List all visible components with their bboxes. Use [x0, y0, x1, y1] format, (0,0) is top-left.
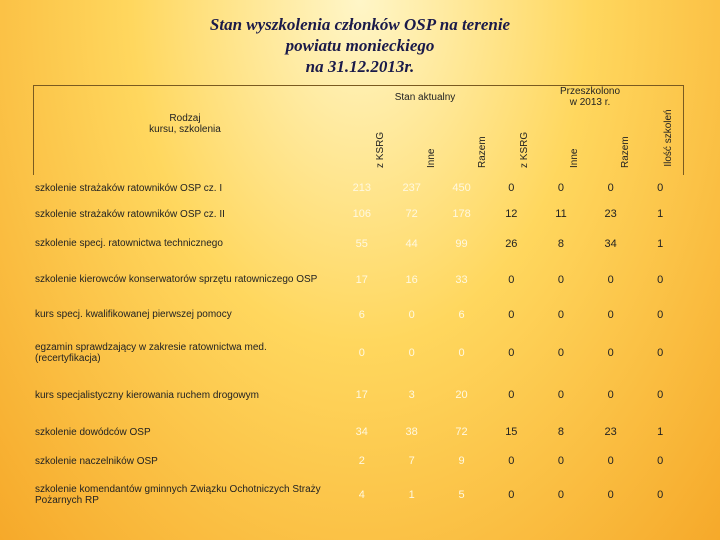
cell-value: 6 — [358, 308, 365, 321]
table-row — [35, 473, 685, 517]
cell-value: 0 — [607, 346, 614, 359]
training-table — [35, 175, 685, 517]
header-left-border — [33, 85, 34, 175]
table-row — [35, 415, 685, 449]
cell-value: 0 — [657, 346, 664, 359]
table-row — [35, 449, 685, 473]
cell-value: 38 — [405, 426, 418, 438]
col-header-ksrg-2013: z KSRG — [519, 131, 530, 168]
cell-value: 0 — [557, 346, 565, 359]
title-line-1: Stan wyszkolenia członków OSP na terenie — [209, 15, 511, 34]
row-label: egzamin sprawdzający w zakresie ratownictwa med. (recertyfikacja) — [35, 341, 267, 364]
cell-value: 0 — [607, 273, 614, 286]
cell-value: 178 — [452, 208, 471, 220]
table-row — [35, 375, 685, 415]
cell-value: 0 — [607, 308, 614, 321]
table-row — [35, 260, 685, 299]
cell-value: 9 — [458, 455, 465, 467]
row-label: szkolenie kierowców konserwatorów sprzętu ratowniczego OSP — [35, 274, 318, 285]
col-header-ksrg: z KSRG — [375, 131, 386, 168]
cell-value: 3 — [408, 389, 415, 401]
table-row — [35, 299, 685, 330]
cell-value: 34 — [355, 426, 368, 438]
table-row — [35, 330, 685, 375]
cell-value: 7 — [408, 455, 415, 467]
header-right-border — [683, 85, 684, 175]
cell-value: 44 — [405, 237, 418, 250]
cell-value: 237 — [402, 182, 421, 194]
table-row — [35, 227, 685, 260]
cell-value: 0 — [657, 308, 664, 321]
cell-value: 0 — [657, 389, 664, 401]
row-label: szkolenie naczelników OSP — [35, 455, 158, 467]
cell-value: 1 — [657, 426, 664, 438]
cell-value: 99 — [455, 237, 468, 250]
cell-value: 1 — [657, 237, 664, 250]
cell-value: 0 — [358, 346, 365, 359]
col-header-razem: Razem — [477, 136, 488, 168]
cell-value: 0 — [557, 308, 565, 321]
row-label: szkolenie specj. ratownictwa technicznego — [35, 238, 223, 249]
cell-value: 0 — [508, 273, 515, 286]
cell-value: 26 — [505, 237, 518, 250]
col-header-inne: Inne — [426, 148, 437, 168]
cell-value: 0 — [607, 455, 614, 467]
cell-value: 34 — [604, 237, 617, 250]
cell-value: 17 — [355, 389, 368, 401]
row-label: szkolenie strażaków ratowników OSP cz. I — [35, 182, 223, 194]
cell-value: 23 — [604, 208, 617, 220]
cell-value: 0 — [657, 273, 664, 286]
cell-value: 0 — [607, 389, 614, 401]
cell-value: 0 — [607, 182, 614, 194]
row-label: kurs specj. kwalifikowanej pierwszej pomocy — [35, 309, 232, 320]
cell-value: 23 — [604, 426, 617, 438]
cell-value: 0 — [408, 308, 415, 321]
cell-value: 0 — [508, 308, 515, 321]
cell-value: 0 — [408, 346, 415, 359]
cell-value: 0 — [557, 455, 565, 467]
cell-value: 17 — [355, 273, 368, 286]
cell-value: 0 — [508, 182, 515, 194]
kind-header: Rodzaj kursu, szkolenia — [149, 113, 221, 135]
cell-value: 16 — [405, 273, 418, 286]
cell-value: 0 — [557, 273, 565, 286]
cell-value: 6 — [458, 308, 465, 321]
cell-value: 55 — [355, 237, 368, 250]
cell-value: 0 — [557, 389, 565, 401]
row-label: kurs specjalistyczny kierowania ruchem drogowym — [35, 389, 259, 401]
cell-value: 213 — [352, 182, 371, 194]
title-line-2: powiatu monieckiego — [285, 36, 435, 55]
title-line-3: na 31.12.2013r. — [305, 57, 415, 76]
cell-value: 0 — [557, 182, 565, 194]
cell-value: 0 — [657, 182, 664, 194]
cell-value: 0 — [508, 455, 515, 467]
cell-value: 0 — [657, 489, 664, 501]
cell-value: 1 — [657, 208, 664, 220]
cell-value: 5 — [458, 489, 465, 501]
table-row — [35, 175, 685, 201]
cell-value: 0 — [657, 455, 664, 467]
cell-value: 72 — [405, 208, 418, 220]
cell-value: 12 — [505, 208, 518, 220]
cell-value: 0 — [508, 489, 515, 501]
row-label: szkolenie strażaków ratowników OSP cz. II — [35, 208, 225, 220]
row-label: szkolenie komendantów gminnych Związku Ochotniczych Straży Pożarnych RP — [35, 484, 321, 506]
cell-value: 0 — [607, 489, 614, 501]
cell-value: 72 — [455, 426, 468, 438]
cell-value: 4 — [358, 489, 365, 501]
cell-value: 0 — [508, 389, 515, 401]
col-header-inne-2013: Inne — [569, 148, 580, 168]
cell-value: 106 — [352, 208, 371, 220]
cell-value: 450 — [452, 182, 471, 194]
col-header-count: Ilość szkoleń — [663, 109, 674, 167]
cell-value: 8 — [557, 426, 565, 438]
current-status-header: Stan aktualny — [394, 92, 456, 103]
page-title — [150, 14, 570, 77]
cell-value: 0 — [557, 489, 565, 501]
cell-value: 2 — [358, 455, 365, 467]
cell-value: 8 — [557, 237, 565, 250]
cell-value: 0 — [458, 346, 465, 359]
table-row — [35, 201, 685, 227]
trained-2013-header: Przeszkolono w 2013 r. — [559, 86, 621, 108]
cell-value: 20 — [455, 389, 468, 401]
cell-value: 11 — [555, 208, 567, 220]
col-header-razem-2013: Razem — [620, 136, 631, 168]
row-label: szkolenie dowódców OSP — [35, 426, 151, 438]
cell-value: 1 — [408, 489, 415, 501]
cell-value: 33 — [455, 273, 468, 286]
cell-value: 0 — [508, 346, 515, 359]
cell-value: 15 — [505, 426, 518, 438]
